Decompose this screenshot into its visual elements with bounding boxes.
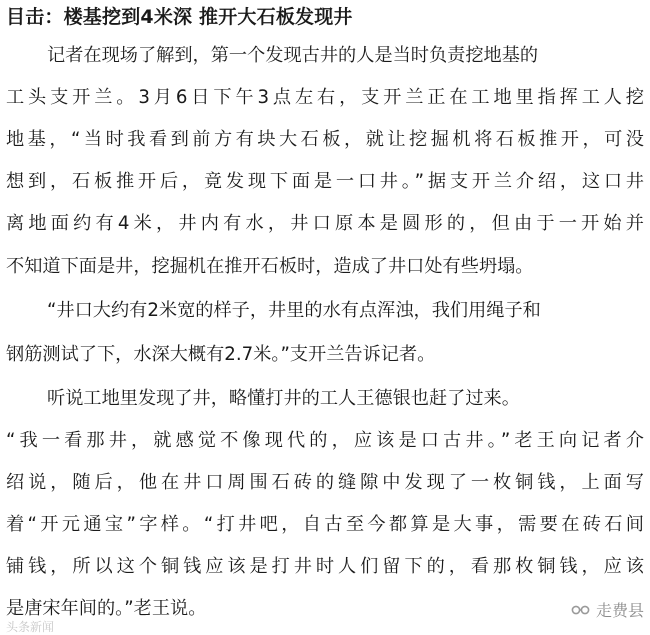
paragraph-line: 绍说，随后，他在井口周围石砖的缝隙中发现了一枚铜钱，上面写 (6, 472, 644, 493)
paragraph-line: 离地面约有4米，井内有水，井口原本是圆形的，但由于一开始并 (6, 213, 644, 234)
paragraph-line: 着“开元通宝”字样。“打井吧，自古至今都算是大事，需要在砖石间 (6, 514, 644, 535)
paragraph-line: 不知道下面是井，挖掘机在推开石板时，造成了井口处有些坍塌。 (6, 256, 534, 277)
paragraph-line: “井口大约有2米宽的样子，井里的水有点浑浊，我们用绳子和 (47, 300, 541, 321)
watermark (570, 598, 644, 621)
paragraph-line: 工头支开兰。3月6日下午3点左右，支开兰正在工地里指挥工人挖 (6, 87, 644, 108)
paragraph-line: 听说工地里发现了井，略懂打井的工人王德银也赶了过来。 (47, 388, 520, 409)
paragraph-line: 铺钱，所以这个铜钱应该是打井时人们留下的，看那枚铜钱，应该 (6, 556, 644, 577)
watermark-text: 走费县 (595, 601, 644, 620)
wechat-channel-icon (570, 601, 592, 619)
paragraph-line: 是唐宋年间的。”老王说。 (6, 598, 207, 619)
paragraph-line: 想到，石板推开后，竟发现下面是一口井。”据支开兰介绍，这口井 (6, 171, 644, 192)
headline: 目击：楼基挖到4米深 推开大石板发现井 (6, 6, 353, 28)
paragraph-line: 记者在现场了解到，第一个发现古井的人是当时负责挖地基的 (47, 45, 539, 66)
paragraph-line: 钢筋测试了下，水深大概有2.7米。”支开兰告诉记者。 (6, 344, 436, 365)
paragraph-line: “我一看那井，就感觉不像现代的，应该是口古井。”老王向记者介 (6, 430, 644, 451)
watermark-left: 头条新闻 (6, 620, 55, 634)
paragraph-line: 地基，“当时我看到前方有块大石板，就让挖掘机将石板推开，可没 (6, 129, 644, 150)
